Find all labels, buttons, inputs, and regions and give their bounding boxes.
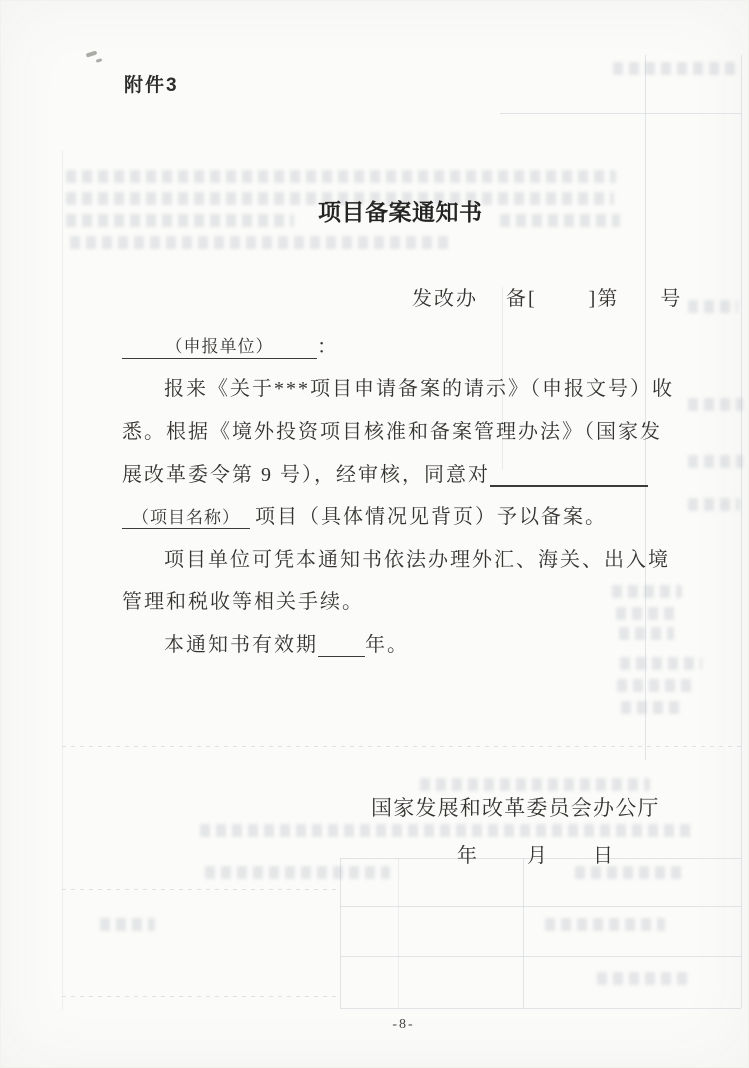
applicant-blank-label: （申报单位） <box>165 337 274 356</box>
bleed-through-dotted-line <box>62 996 340 997</box>
doc-number-agency: 发改办 <box>412 288 478 310</box>
body-line-3 <box>122 458 648 487</box>
page-number-text: -8- <box>392 1017 415 1032</box>
doc-number-line <box>412 282 682 311</box>
date-day-label: 日 <box>593 845 613 867</box>
salutation-line <box>122 330 337 359</box>
project-name-blank-field <box>122 504 250 529</box>
bleed-through-text <box>619 627 674 640</box>
doc-number-bracket-open: 备[ <box>506 288 537 310</box>
bleed-through-line <box>500 113 741 114</box>
doc-number-serial-blank <box>619 304 660 305</box>
validity-text-suffix: 年。 <box>365 634 409 656</box>
bleed-through-text <box>688 498 740 511</box>
bleed-through-text <box>620 657 702 670</box>
doc-number-blank <box>537 304 589 305</box>
date-line <box>457 839 613 868</box>
date-year-blank <box>477 861 527 862</box>
page-number <box>0 1017 749 1033</box>
bleed-through-line <box>340 1008 741 1009</box>
issuing-org-signature: 国家发展和改革委员会办公厅 <box>371 796 660 820</box>
bleed-through-dotted-line <box>62 889 340 890</box>
bleed-through-text <box>612 585 682 598</box>
bleed-through-dotted-line <box>62 746 741 747</box>
applicant-blank-field <box>122 332 317 359</box>
date-month-blank <box>547 861 593 862</box>
bleed-through-text <box>621 701 683 714</box>
bleed-through-text <box>420 778 650 791</box>
bleed-through-text <box>597 972 692 985</box>
bleed-through-line <box>62 150 63 1010</box>
bleed-through-text <box>66 170 616 183</box>
bleed-through-line <box>523 858 524 1008</box>
bleed-through-line <box>398 858 399 1008</box>
body-line-4 <box>122 500 607 529</box>
body-line-7 <box>164 628 409 657</box>
body-line-5: 项目单位可凭本通知书依法办理外汇、海关、出入境 <box>164 549 670 571</box>
project-blank-field <box>490 461 648 487</box>
body-line-3-text: 展改革委令第 9 号），经审核，同意对 <box>122 464 490 486</box>
project-name-blank-label: （项目名称） <box>132 508 240 527</box>
body-line-4-text: 项目（具体情况见背页）予以备案。 <box>255 506 607 528</box>
bleed-through-text <box>200 824 695 837</box>
bleed-through-text <box>66 214 294 227</box>
doc-number-bracket-close: ]第 <box>588 288 620 310</box>
body-line-6: 管理和税收等相关手续。 <box>122 591 364 613</box>
bleed-through-text <box>545 918 665 931</box>
bleed-through-text <box>616 607 678 620</box>
bleed-through-line <box>645 55 646 760</box>
validity-years-blank-field <box>318 632 365 657</box>
body-line-1: 报来《关于***项目申请备案的请示》（申报文号）收 <box>164 378 674 400</box>
bleed-through-text <box>688 300 738 313</box>
body-line-2: 悉。根据《境外投资项目核准和备案管理办法》（国家发 <box>122 421 662 443</box>
bleed-through-text <box>613 62 735 75</box>
bleed-through-line <box>340 858 341 1008</box>
bleed-through-text <box>617 679 693 692</box>
bleed-through-text <box>500 214 620 227</box>
bleed-through-text <box>688 398 743 411</box>
bleed-through-line <box>340 906 741 907</box>
salutation-colon: ： <box>317 336 337 358</box>
scan-speckle <box>96 58 103 63</box>
date-month-label: 月 <box>527 845 547 867</box>
bleed-through-line <box>741 55 742 1008</box>
bleed-through-text <box>100 918 155 931</box>
document-title: 项目备案通知书 <box>318 199 483 225</box>
date-year-label: 年 <box>457 845 477 867</box>
bleed-through-text <box>70 236 450 249</box>
validity-text-prefix: 本通知书有效期 <box>164 634 318 656</box>
bleed-through-text <box>688 455 743 468</box>
bleed-through-line <box>340 956 741 957</box>
scan-speckle <box>86 50 98 57</box>
doc-number-suffix: 号 <box>660 288 683 310</box>
bleed-through-text <box>205 866 390 879</box>
attachment-label: 附件3 <box>124 75 179 96</box>
